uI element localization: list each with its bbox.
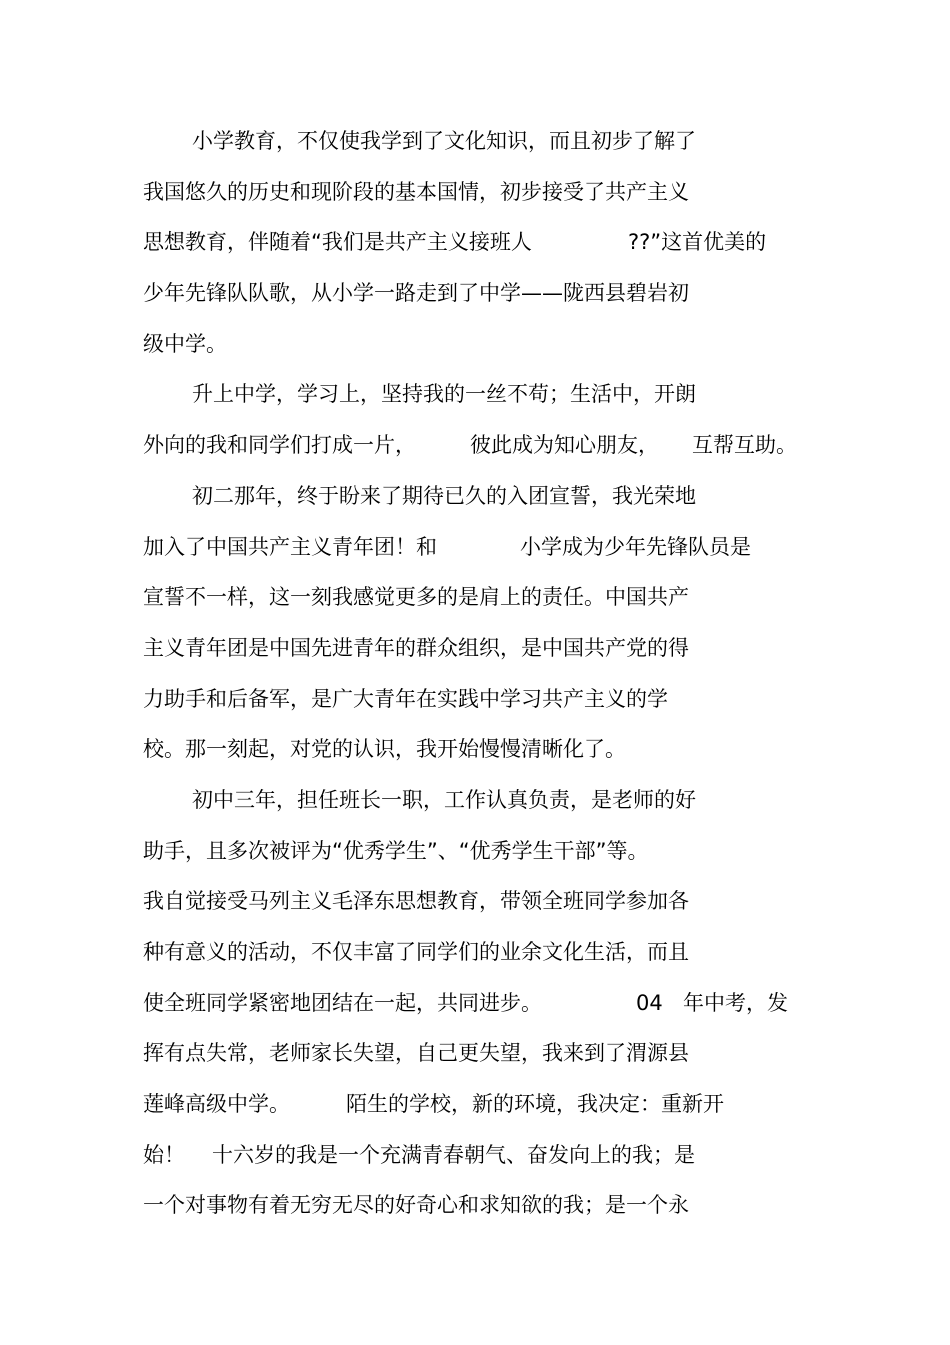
text-segment: 少年先锋队队歌，从小学一路走到了中学——陇西县碧岩初 — [143, 281, 689, 306]
text-segment: 互帮互助。 — [692, 433, 797, 458]
text-segment: 我自觉接受马列主义毛泽东思想教育，带领全班同学参加各 — [143, 889, 689, 914]
text-segment: 加入了中国共产主义青年团！和 — [143, 534, 437, 559]
text-segment: 我国悠久的历史和现阶段的基本国情，初步接受了共产主义 — [143, 179, 689, 204]
text-line — [0, 775, 950, 826]
text-segment: 小学教育，不仅使我学到了文化知识，而且初步了解了 — [192, 129, 696, 153]
text-segment: 思想教育，伴随着“我们是共产主义接班人 — [143, 230, 532, 255]
text-segment: 莲峰高级中学。 — [143, 1092, 290, 1117]
text-line — [0, 572, 950, 623]
text-segment: 年中考，发 — [683, 990, 788, 1015]
text-line — [0, 674, 950, 725]
text-segment: 宣誓不一样，这一刻我感觉更多的是肩上的责任。中国共产 — [143, 585, 689, 610]
text-segment: 使全班同学紧密地团结在一起，共同进步。 — [143, 990, 542, 1015]
text-line — [0, 876, 950, 927]
text-line — [0, 623, 950, 674]
text-line — [0, 167, 950, 218]
text-segment: 主义青年团是中国先进青年的群众组织，是中国共产党的得 — [143, 635, 689, 660]
text-line — [0, 420, 950, 471]
text-segment: ??”这首优美的 — [628, 230, 767, 255]
text-line — [0, 268, 950, 319]
text-segment: 十六岁的我是一个充满青春朝气、奋发向上的我；是 — [212, 1142, 695, 1167]
text-segment: 初中三年，担任班长一职，工作认真负责，是老师的好 — [192, 787, 696, 812]
text-line — [0, 217, 950, 268]
text-line — [0, 1079, 950, 1130]
text-line — [0, 1180, 950, 1231]
text-line — [0, 826, 950, 877]
document-body — [0, 116, 950, 1231]
text-line — [0, 927, 950, 978]
text-segment: 级中学。 — [143, 331, 227, 356]
text-segment: 升上中学，学习上，坚持我的一丝不苟；生活中，开朗 — [192, 382, 696, 407]
text-line — [0, 522, 950, 573]
text-line — [0, 978, 950, 1029]
text-segment: 陌生的学校，新的环境，我决定：重新开 — [346, 1092, 724, 1117]
text-segment: 小学成为少年先锋队员是 — [520, 534, 751, 559]
text-segment: 外向的我和同学们打成一片， — [143, 433, 416, 458]
text-segment: 挥有点失常，老师家长失望，自己更失望，我来到了渭源县 — [143, 1041, 689, 1066]
text-segment: 始！ — [143, 1142, 185, 1167]
text-line — [0, 471, 950, 522]
text-line — [0, 369, 950, 420]
text-segment: 力助手和后备军，是广大青年在实践中学习共产主义的学 — [143, 686, 668, 711]
text-segment: 一个对事物有着无穷无尽的好奇心和求知欲的我；是一个永 — [143, 1193, 689, 1218]
text-segment: 校。那一刻起，对党的认识，我开始慢慢清晰化了。 — [143, 737, 626, 762]
text-segment: 助手，且多次被评为“优秀学生”、“优秀学生干部”等。 — [143, 838, 649, 863]
text-segment: 初二那年，终于盼来了期待已久的入团宣誓，我光荣地 — [192, 483, 696, 508]
text-line — [0, 724, 950, 775]
text-line — [0, 1130, 950, 1181]
text-segment: 04 — [636, 990, 663, 1015]
text-line — [0, 319, 950, 370]
text-line — [0, 1028, 950, 1079]
text-segment: 种有意义的活动，不仅丰富了同学们的业余文化生活，而且 — [143, 940, 689, 964]
text-line — [0, 116, 950, 167]
text-segment: 彼此成为知心朋友， — [470, 433, 659, 458]
